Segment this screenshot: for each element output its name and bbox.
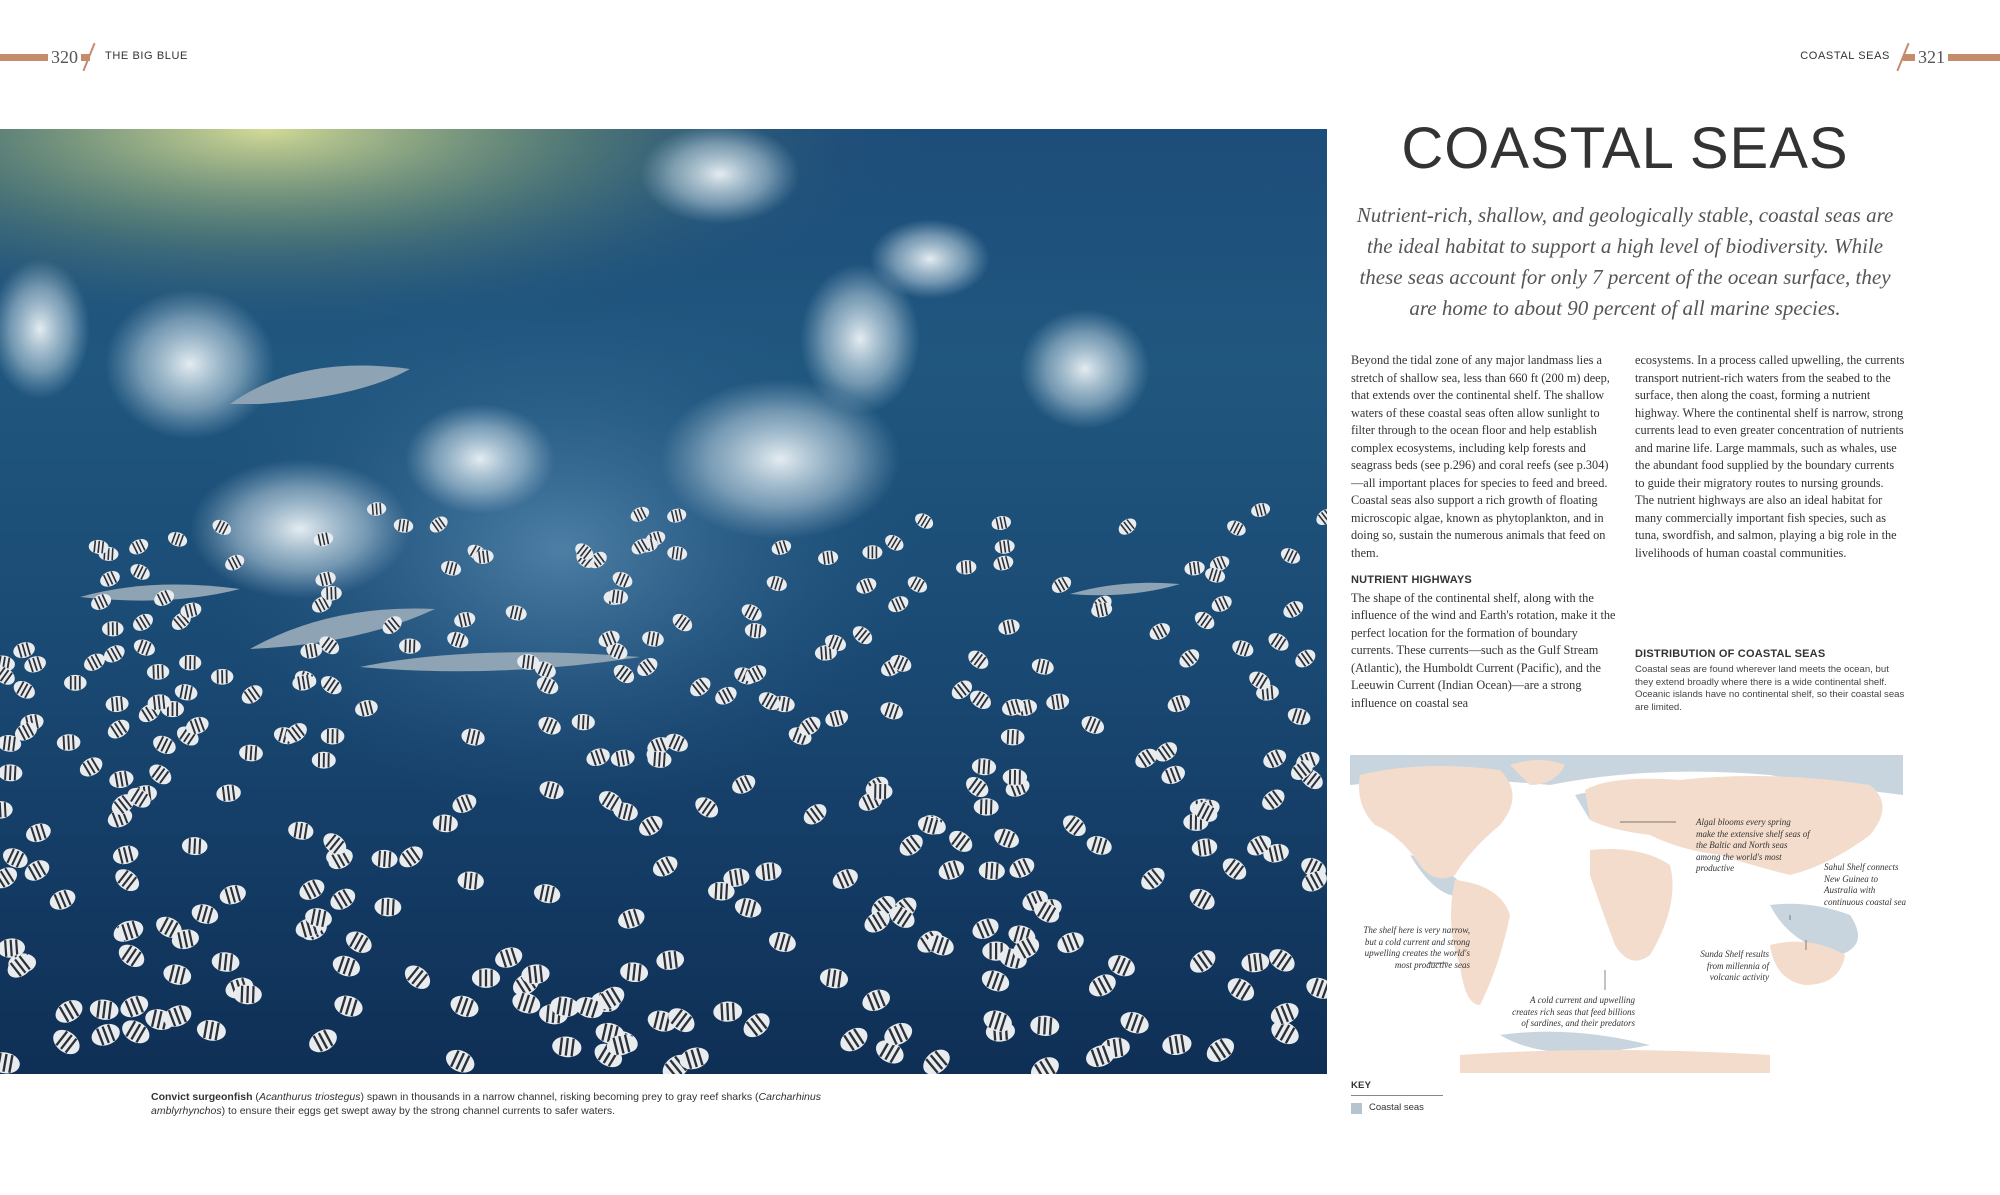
fish bbox=[189, 901, 220, 927]
fish bbox=[64, 675, 87, 691]
annotation-baltic: Algal blooms every spring make the extensive shelf seas of the Baltic and North seas among the world's most productive bbox=[1696, 817, 1810, 873]
fish bbox=[211, 669, 234, 685]
fish bbox=[1184, 560, 1206, 577]
fish bbox=[108, 769, 135, 790]
fish bbox=[130, 610, 156, 634]
caption-latin-name: Acanthurus triostegus bbox=[258, 1091, 361, 1103]
fish bbox=[1286, 705, 1313, 728]
right-section-label: COASTAL SEAS bbox=[1800, 50, 1890, 62]
annotation-sahul: Sahul Shelf connects New Guinea to Australia with continuous coastal sea bbox=[1824, 862, 1906, 907]
caption-latin-name: Carcharhinus amblyrhynchos bbox=[151, 1091, 821, 1117]
fish bbox=[532, 882, 562, 906]
fish bbox=[992, 554, 1015, 573]
body-paragraph: Beyond the tidal zone of any major landmass lies a stretch of shallow sea, less than 660 ft (200 m) deep, that extends over the continental shelf. The shallow waters of these coastal seas often allow sunlight to filter through to the ocean floor and help establish complex ecosystems, including kelp forests and seagrass beds (see p.296) and coral reefs (see p.304)—all important places for species to feed and breed. Coastal seas also support a rich growth of floating microscopic algae, known as phytoplankton, and in doing so, sustain the numerous animals that feed on them. bbox=[1351, 353, 1610, 560]
fish bbox=[619, 961, 649, 983]
fish bbox=[448, 992, 482, 1021]
fish bbox=[635, 812, 666, 840]
fish bbox=[442, 1045, 478, 1074]
fish bbox=[11, 677, 38, 702]
fish bbox=[104, 716, 133, 742]
fish bbox=[691, 793, 722, 822]
fish bbox=[1192, 608, 1218, 633]
fish bbox=[48, 1025, 84, 1059]
fish bbox=[755, 861, 783, 882]
fish bbox=[146, 760, 176, 788]
fish bbox=[147, 664, 170, 680]
key-divider bbox=[1351, 1095, 1443, 1096]
fish bbox=[47, 886, 79, 914]
fish bbox=[472, 968, 500, 988]
fish bbox=[1230, 638, 1256, 660]
annotation-benguela: A cold current and upwelling creates rich seas that feed billions of sardines, and their predators bbox=[1512, 995, 1635, 1028]
key-label: Coastal seas bbox=[1369, 1102, 1424, 1113]
fish bbox=[211, 951, 241, 973]
fish bbox=[98, 568, 123, 590]
fish bbox=[332, 992, 365, 1020]
fish bbox=[1268, 999, 1302, 1028]
fish bbox=[161, 962, 193, 988]
fish bbox=[616, 906, 648, 932]
fish bbox=[115, 940, 149, 972]
fish bbox=[312, 752, 336, 769]
fish bbox=[1202, 1033, 1238, 1066]
fish bbox=[830, 865, 861, 892]
fish bbox=[217, 882, 248, 907]
fish bbox=[862, 545, 882, 559]
caption-species: Convict surgeonfish bbox=[151, 1091, 253, 1103]
fish bbox=[1027, 1052, 1064, 1074]
body-column-2 bbox=[1635, 352, 1905, 572]
fish bbox=[395, 842, 426, 872]
fish bbox=[978, 861, 1005, 881]
map-description: Coastal seas are found wherever land meets the ocean, but they extend broadly where there is a wide continental shelf. Oceanic islands have no continental shelf, so their coastal seas are limited. bbox=[1635, 664, 1905, 713]
annotation-sunda: Sunda Shelf results from millennia of volcanic activity bbox=[1700, 949, 1769, 982]
right-page-number: 321 bbox=[1915, 46, 1948, 68]
fish bbox=[1045, 692, 1070, 711]
fish bbox=[836, 1023, 872, 1056]
map-heading: DISTRIBUTION OF COASTAL SEAS bbox=[1635, 648, 1826, 660]
fish bbox=[767, 929, 799, 955]
fish bbox=[239, 744, 264, 762]
fish bbox=[1085, 970, 1119, 1001]
fish bbox=[492, 944, 524, 971]
fish bbox=[1219, 854, 1251, 884]
fish bbox=[1054, 929, 1087, 957]
fish bbox=[713, 1001, 743, 1023]
fish bbox=[1260, 746, 1289, 772]
fish bbox=[649, 852, 681, 880]
caption-text: ) spawn in thousands in a narrow channel, risking becoming prey to gray reef sharks ( bbox=[360, 1091, 759, 1103]
fish bbox=[89, 998, 120, 1022]
fish bbox=[150, 732, 179, 757]
fish bbox=[956, 559, 977, 575]
fish bbox=[1176, 646, 1203, 672]
annotation-peru: The shelf here is very narrow, but a cold current and strong upwelling creates the world's most productive seas bbox=[1363, 925, 1470, 970]
body-column-1 bbox=[1351, 352, 1619, 722]
fish bbox=[1137, 863, 1169, 894]
fish bbox=[181, 836, 208, 855]
fish bbox=[432, 814, 459, 834]
fish bbox=[111, 865, 143, 896]
fish bbox=[287, 820, 315, 842]
fish bbox=[962, 773, 992, 801]
fish bbox=[965, 647, 992, 673]
fish bbox=[1186, 885, 1218, 914]
fish bbox=[1084, 833, 1114, 858]
fish bbox=[128, 561, 153, 583]
fish bbox=[1165, 692, 1192, 715]
fish bbox=[56, 734, 80, 752]
fish bbox=[330, 952, 363, 980]
fish bbox=[111, 843, 140, 867]
fish bbox=[945, 827, 976, 857]
fish bbox=[510, 989, 543, 1017]
fish bbox=[1118, 1008, 1152, 1037]
fish bbox=[739, 1008, 774, 1042]
fish bbox=[400, 961, 434, 994]
fish bbox=[173, 682, 198, 702]
fish bbox=[1280, 598, 1306, 621]
fish bbox=[979, 967, 1012, 995]
intro-paragraph: Nutrient-rich, shallow, and geologically stable, coastal seas are the ideal habitat to support a high level of biodiversity. While these seas account for only 7 percent of the ocean surface, they are home to about 90 percent of all marine species. bbox=[1356, 203, 1894, 320]
subheading-nutrient-highways: NUTRIENT HIGHWAYS bbox=[1351, 574, 1472, 586]
fish bbox=[0, 764, 23, 782]
fish bbox=[1000, 728, 1024, 746]
fish bbox=[81, 650, 108, 674]
fish bbox=[102, 621, 124, 636]
fish bbox=[24, 820, 54, 845]
fish bbox=[936, 857, 967, 883]
caption-text: ) to ensure their eggs get swept away by the strong channel currents to safer waters. bbox=[221, 1105, 615, 1117]
fish bbox=[1240, 951, 1270, 974]
fish bbox=[1265, 630, 1292, 655]
fish bbox=[551, 1035, 583, 1059]
photo-caption bbox=[151, 1090, 831, 1118]
left-page-number: 320 bbox=[48, 46, 81, 68]
underwater-photo bbox=[0, 129, 1327, 1074]
right-page-header bbox=[1740, 46, 2000, 70]
key-swatch-coastal-seas bbox=[1351, 1103, 1362, 1114]
fish bbox=[105, 695, 129, 713]
fish bbox=[305, 1025, 341, 1057]
fish bbox=[1147, 620, 1173, 643]
fish bbox=[88, 1020, 123, 1050]
fish bbox=[1049, 573, 1074, 596]
fish bbox=[1186, 945, 1220, 977]
fish bbox=[991, 825, 1021, 851]
fish bbox=[195, 1018, 227, 1043]
fish bbox=[859, 986, 893, 1015]
fish bbox=[969, 915, 1001, 943]
fish bbox=[896, 830, 927, 860]
fish bbox=[374, 897, 402, 917]
left-page-header bbox=[0, 46, 260, 70]
fish bbox=[1224, 974, 1259, 1006]
body-paragraph: The shape of the continental shelf, along with the influence of the wind and Earth's rotation, make it the perfect location for the formation of boundary currents. These currents—such as the Gulf Stream (Atlantic), the Humboldt Current (Pacific), and the Leeuwin Current (Indian Ocean)—are a strong influence on coastal sea bbox=[1351, 590, 1616, 710]
fish bbox=[457, 870, 485, 891]
fish bbox=[1159, 763, 1188, 788]
fish bbox=[1079, 713, 1107, 737]
fish bbox=[973, 798, 999, 816]
fish bbox=[971, 758, 996, 777]
fish bbox=[997, 617, 1021, 636]
fish bbox=[1006, 854, 1037, 881]
fish bbox=[878, 700, 905, 723]
fish bbox=[0, 801, 13, 820]
fish bbox=[1030, 657, 1055, 677]
fish bbox=[1258, 785, 1288, 814]
fish bbox=[1161, 1032, 1193, 1057]
body-paragraph: ecosystems. In a process called upwelling, the currents transport nutrient-rich waters from the seabed to the surface, then along the coast, forming a nutrient highway. Where the continental shelf is narrow, strong currents lead to even greater concentration of nutrients and marine life. Large mammals, such as whales, use the abundant food supplied by the boundary currents to guide their migratory routes to nursing grounds. The nutrient highways are also an ideal habitat for many commercially important fish species, such as tuna, swordfish, and salmon, playing a big role in the livelihoods of human coastal communities. bbox=[1635, 353, 1905, 560]
fish bbox=[1191, 837, 1219, 858]
fish bbox=[0, 1050, 21, 1074]
fish bbox=[1209, 593, 1234, 615]
fish bbox=[1152, 738, 1181, 765]
fish bbox=[131, 637, 157, 659]
fish bbox=[342, 927, 375, 957]
fish bbox=[1030, 1015, 1060, 1037]
fish bbox=[1292, 646, 1319, 671]
fish bbox=[819, 967, 850, 990]
fish bbox=[918, 1045, 954, 1074]
key-heading: KEY bbox=[1351, 1080, 1372, 1091]
caption-text: ( bbox=[252, 1091, 259, 1103]
fish bbox=[1059, 811, 1090, 840]
fish bbox=[0, 844, 31, 871]
fish bbox=[1303, 974, 1327, 1002]
fish bbox=[296, 875, 328, 903]
photo-illustration bbox=[0, 129, 1327, 1074]
fish bbox=[179, 655, 201, 671]
fish bbox=[733, 895, 764, 920]
fish bbox=[1265, 944, 1299, 976]
fish bbox=[655, 949, 685, 972]
fish bbox=[371, 849, 398, 869]
fish bbox=[800, 800, 831, 829]
fish bbox=[215, 783, 242, 803]
fish bbox=[51, 995, 86, 1027]
coastal-seas-map bbox=[1350, 755, 1906, 1073]
fish bbox=[101, 642, 128, 666]
left-section-label: THE BIG BLUE bbox=[105, 50, 188, 62]
fish bbox=[76, 753, 105, 780]
page-title: COASTAL SEAS bbox=[1401, 116, 1849, 181]
fish bbox=[327, 884, 359, 914]
